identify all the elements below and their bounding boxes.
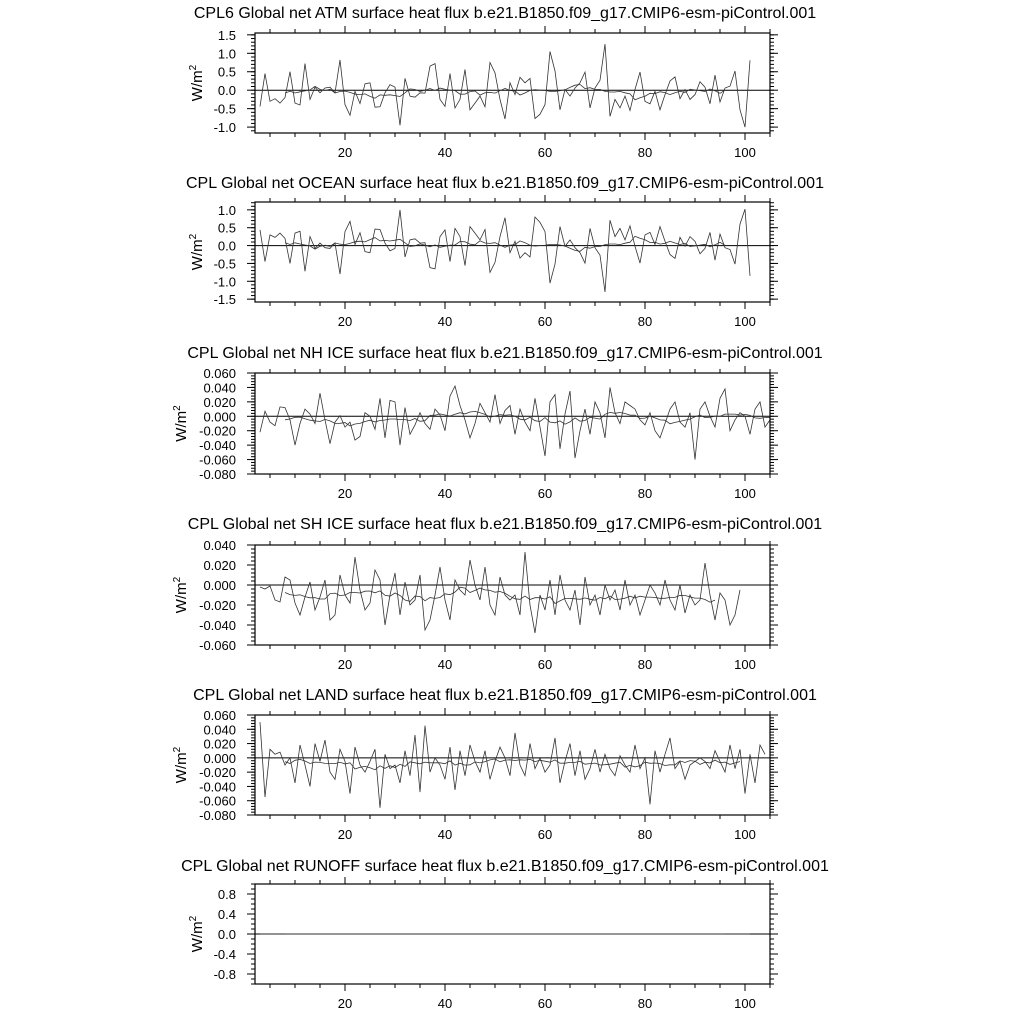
y-axis-label-superscript: 2 [188,64,199,71]
x-tick-label: 20 [337,145,353,160]
x-tick-label: 20 [337,486,353,501]
x-tick-label: 40 [437,486,453,501]
y-tick-label: -0.060 [199,793,236,809]
y-tick-label: 1.5 [217,27,236,43]
x-tick-label: 40 [437,314,453,329]
y-tick-label: -0.5 [213,256,236,272]
x-tick-label: 60 [537,996,553,1011]
y-tick-label: 0.020 [203,558,236,573]
running-mean-line [285,587,715,603]
panel-title: CPL Global net NH ICE surface heat flux b.e21.B1850.f09_g17.CMIP6-esm-piControl.001 [187,345,823,362]
y-axis-label-superscript: 2 [172,405,183,411]
running-mean-line [285,85,725,100]
x-tick-label: 80 [637,827,653,842]
panel-6 [181,858,829,1011]
y-tick-label: -0.080 [199,467,236,482]
y-tick-label: 0.000 [203,578,236,593]
panel-title: CPL Global net OCEAN surface heat flux b.e21.B1850.f09_g17.CMIP6-esm-piControl.001 [186,175,824,192]
y-axis-label-superscript: 2 [188,233,199,240]
y-axis-label-unit: W/m [189,70,206,102]
y-axis-label-superscript: 2 [172,746,183,753]
y-tick-label: -0.040 [199,618,236,633]
x-tick-label: 100 [734,314,756,329]
y-tick-label: 0.040 [203,722,236,738]
y-axis-label [188,915,206,952]
x-tick-label: 20 [337,657,353,672]
panel-4 [172,516,822,672]
panel-title: CPL Global net SH ICE surface heat flux b.e21.B1850.f09_g17.CMIP6-esm-piControl.001 [187,516,823,533]
x-tick-label: 100 [734,486,756,501]
y-tick-label: 0.040 [203,380,236,396]
panel-3 [172,345,823,501]
panel-title: CPL Global net RUNOFF surface heat flux b.e21.B1850.f09_g17.CMIP6-esm-piControl.001 [181,858,829,875]
y-tick-label: 0.0 [217,927,236,942]
x-tick-label: 60 [537,314,553,329]
y-tick-label: 0.020 [203,736,236,752]
panel-title: CPL6 Global net ATM surface heat flux b.e21.B1850.f09_g17.CMIP6-esm-piControl.001 [193,5,817,22]
raw-series-line [260,722,765,808]
panel-5 [172,687,817,842]
x-tick-label: 20 [337,996,353,1011]
x-tick-label: 60 [537,486,553,501]
plot-frame [255,33,770,133]
y-tick-label: -1.0 [213,274,236,290]
y-axis-label [172,405,190,442]
x-tick-label: 80 [637,996,653,1011]
y-axis-label [188,233,206,270]
panel-title: CPL Global net LAND surface heat flux b.e21.B1850.f09_g17.CMIP6-esm-piControl.001 [193,687,817,704]
y-tick-label: -0.040 [199,779,236,795]
y-tick-label: -1.5 [213,292,236,308]
raw-series-line [260,44,750,127]
y-tick-label: -0.020 [199,765,236,781]
y-axis-label-unit: W/m [189,921,206,953]
y-tick-label: -0.5 [213,101,236,117]
y-tick-label: -0.080 [199,808,236,823]
y-tick-label: -0.020 [199,423,236,439]
x-tick-label: 40 [437,827,453,842]
y-axis-label [172,576,190,613]
y-tick-label: -0.060 [199,638,236,653]
x-tick-label: 20 [337,314,353,329]
x-tick-label: 60 [537,657,553,672]
y-tick-label: -0.4 [213,947,236,962]
y-axis-label-superscript: 2 [172,576,183,583]
x-tick-label: 60 [537,145,553,160]
y-axis-label-unit: W/m [173,582,190,614]
y-tick-label: 0.5 [217,220,236,236]
y-axis-label-unit: W/m [173,410,190,442]
y-tick-label: 0.5 [217,64,236,80]
panel-1 [188,5,816,160]
y-axis-label-unit: W/m [173,752,190,784]
y-tick-label: 1.0 [217,46,236,62]
y-tick-label: 0.000 [203,750,236,766]
x-tick-label: 40 [437,145,453,160]
x-tick-label: 100 [734,657,756,672]
x-tick-label: 100 [734,145,756,160]
y-tick-label: 0.020 [203,394,236,410]
panel-2 [186,175,824,329]
running-mean-line [285,411,775,426]
y-axis-label-unit: W/m [189,239,206,271]
y-tick-label: 0.000 [203,409,236,425]
x-tick-label: 60 [537,827,553,842]
raw-series-line [260,209,750,292]
x-tick-label: 40 [437,996,453,1011]
y-tick-label: 0.060 [203,366,236,381]
y-tick-label: 0.0 [217,83,236,99]
y-tick-label: 0.8 [217,887,236,902]
x-tick-label: 100 [734,827,756,842]
x-tick-label: 20 [337,827,353,842]
y-tick-label: 0.4 [217,907,236,922]
x-tick-label: 100 [734,996,756,1011]
running-mean-line [285,236,725,251]
y-tick-label: -0.060 [199,452,236,468]
y-tick-label: -0.8 [213,967,236,982]
y-tick-label: 1.0 [217,202,236,218]
y-tick-label: 0.060 [203,708,236,723]
y-axis-label [188,64,206,101]
y-tick-label: -0.040 [199,438,236,454]
y-axis-label-superscript: 2 [188,915,199,922]
x-tick-label: 80 [637,486,653,501]
x-tick-label: 80 [637,314,653,329]
raw-series-line [260,552,740,633]
plot-frame [255,373,770,474]
y-tick-label: 0.040 [203,538,236,553]
y-tick-label: -0.020 [199,598,236,613]
y-tick-label: 0.0 [217,238,236,254]
y-axis-label [172,746,190,783]
x-tick-label: 80 [637,657,653,672]
plot-frame [255,715,770,815]
x-tick-label: 40 [437,657,453,672]
y-tick-label: -1.0 [213,120,236,136]
plot-frame [255,545,770,645]
plot-frame [255,202,770,302]
x-tick-label: 80 [637,145,653,160]
